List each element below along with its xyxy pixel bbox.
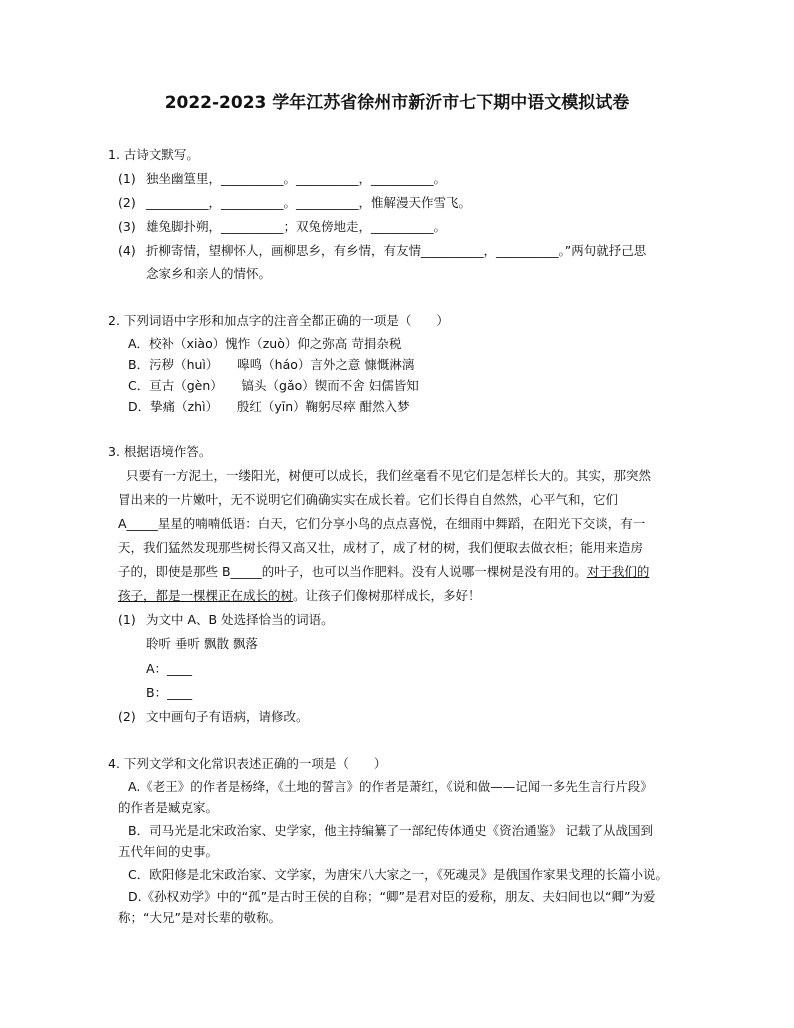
q3-sub-2-text: 文中画句子有语病，请修改。 [146, 709, 309, 724]
q3-sub-2-num: (2) [118, 709, 136, 724]
q1-item-2-num: (2) [118, 195, 136, 210]
q3-sub-1-num: (1) [118, 612, 136, 627]
q3-blank-b: B：____ [146, 685, 193, 700]
q3-para-line-2: 冒出来的一片嫩叶，无不说明它们确确实实在成长着。它们长得自自然然，心平气和，它们 [118, 492, 619, 507]
q3-para-line-5 [118, 563, 704, 581]
q2-option-a: A．校补（xiào）愧怍（zuò）仰之弥高 苛捐杂税 [128, 336, 402, 351]
q1-item-4-continued: 念家乡和亲人的情怀。 [146, 266, 272, 281]
question-2-stem: 2. 下列词语中字形和加点字的注音全都正确的一项是（ ） [108, 313, 449, 328]
q4-option-c: C．欧阳修是北宋政治家、文学家，为唐宋八大家之一，《死魂灵》是俄国作家果戈理的长篇小说。 [128, 867, 668, 882]
q3-para-line-3: A_____星星的喃喃低语：白天，它们分享小鸟的点点喜悦，在细雨中舞蹈，在阳光下交谈，有一 [118, 516, 646, 531]
q1-item-4-text: 折柳寄情，望柳怀人，画柳思乡，有乡情，有友情__________，__________。”两句就抒己思 [146, 243, 647, 258]
q4-option-b-line-2: 五代年间的史事。 [118, 844, 219, 859]
q1-item-3-text: 雄兔脚扑朔，__________；双兔傍地走，__________。 [146, 219, 447, 234]
q1-item-4-num: (4) [118, 243, 136, 258]
question-3-stem: 3. 根据语境作答。 [108, 444, 212, 459]
q3-underlined-sentence-part-2: 孩子，都是一棵棵正在成长的树 [118, 588, 294, 603]
q4-option-b-line-1: B．司马光是北宋政治家、史学家，他主持编纂了一部纪传体通史《资治通鉴》 记载了从战国到 [128, 823, 654, 838]
q3-para-line-5-text: 子的，即使是那些 B_____的叶子，也可以当作肥料。没有人说哪一棵树是没有用的。 [118, 564, 587, 579]
q1-item-1-text: 独坐幽篁里，__________。__________，__________。 [146, 171, 447, 186]
question-4-stem: 4. 下列文学和文化常识表述正确的一项是（ ） [108, 756, 387, 771]
q3-word-choices: 聆听 垂听 飘散 飘落 [146, 636, 258, 651]
q3-para-line-6 [118, 587, 704, 605]
q1-item-1-num: (1) [118, 171, 136, 186]
q1-item-2-text: __________，__________。__________，惟解漫天作雪飞。 [146, 195, 472, 210]
q3-blank-a: A：____ [146, 661, 193, 676]
q3-para-tail: 。让孩子们像树那样成长，多好！ [293, 588, 481, 603]
q3-para-line-4: 天，我们猛然发现那些树长得又高又壮，成材了，成了材的树，我们便取去做衣柜；能用来造房 [118, 540, 644, 555]
q2-option-c: C．亘古（gèn） 镐头（gǎo）锲而不舍 妇儒皆知 [128, 378, 419, 393]
q4-option-d-line-1: D.《孙权劝学》中的“孤”是古时王侯的自称；“卿”是君对臣的爱称，朋友、夫妇间也以“卿”为爱 [128, 889, 656, 904]
q4-option-a-line-1: A.《老王》的作者是杨绛，《土地的誓言》的作者是萧红，《说和做——记闻一多先生言行片段》 [128, 779, 653, 794]
question-1-stem: 1. 古诗文默写。 [108, 147, 199, 162]
q3-sub-1-text: 为文中 A、B 处选择恰当的词语。 [146, 612, 334, 627]
q2-option-b: B．污秽（huì） 嗥鸣（háo）言外之意 慷慨淋漓 [128, 357, 415, 372]
q4-option-a-line-2: 的作者是臧克家。 [118, 800, 219, 815]
q2-option-d: D．挚痛（zhì） 殷红（yīn）鞠躬尽瘁 酣然入梦 [128, 399, 410, 414]
q3-underlined-sentence-part-1: 对于我们的 [586, 564, 650, 579]
q3-para-line-1: 只要有一方泥土，一缕阳光，树便可以成长，我们丝毫看不见它们是怎样长大的。其实，那突然 [126, 468, 652, 483]
q1-item-3-num: (3) [118, 219, 136, 234]
page-title: 2022-2023 学年江苏省徐州市新沂市七下期中语文模拟试卷 [164, 93, 630, 113]
q4-option-d-line-2: 称；“大兄”是对长辈的敬称。 [118, 910, 281, 925]
